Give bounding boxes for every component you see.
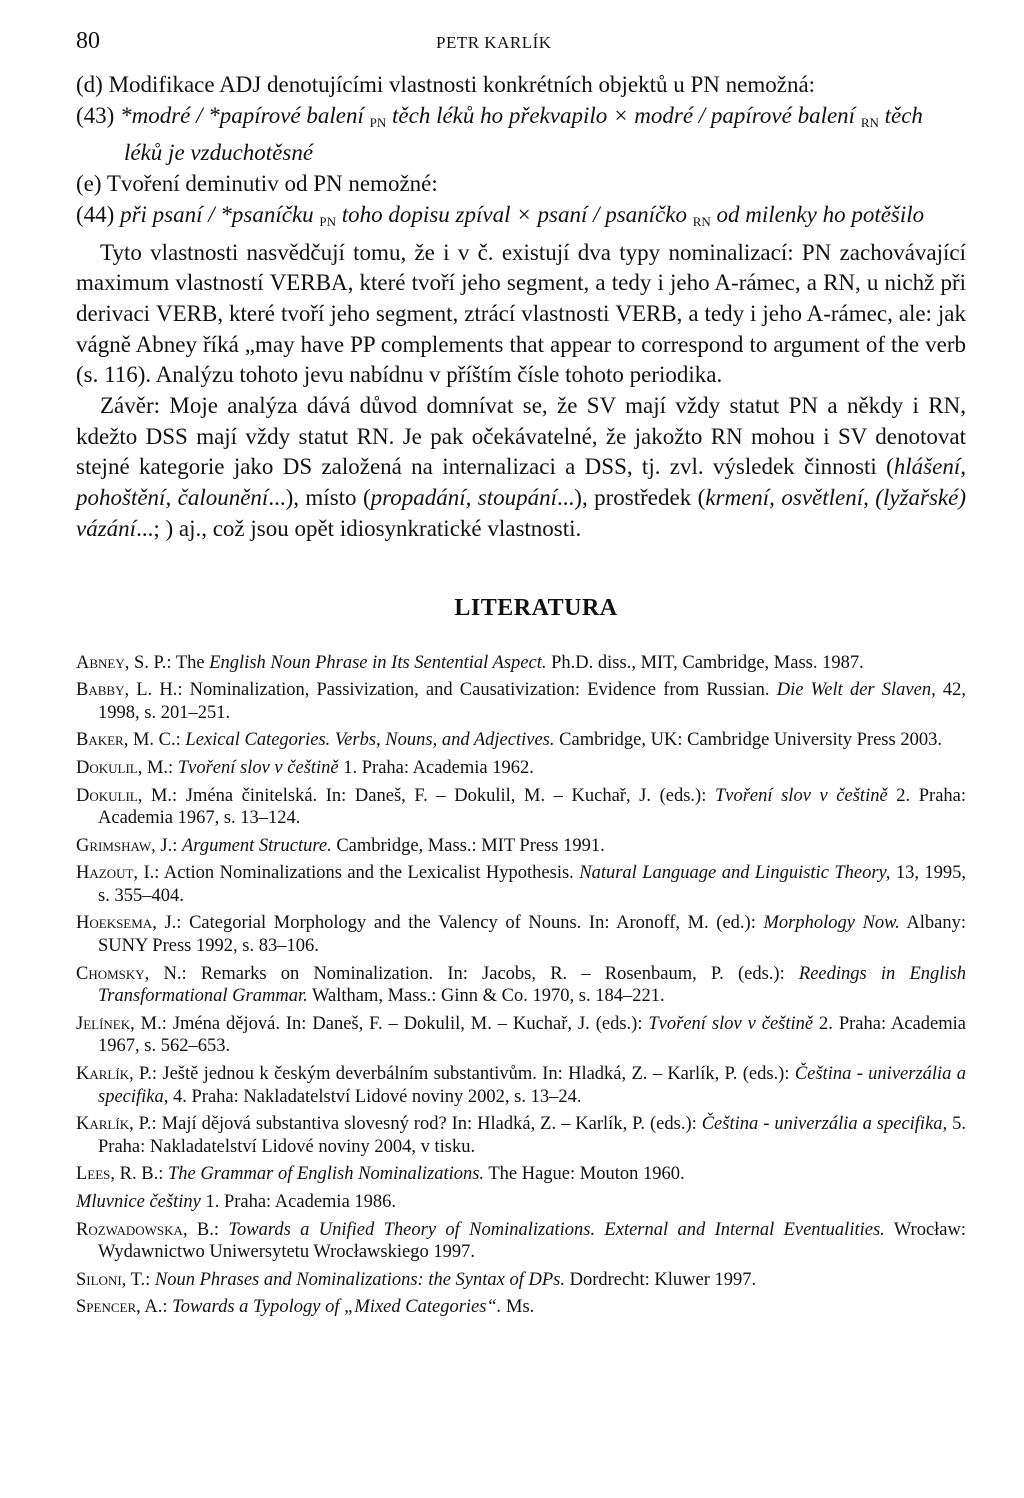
reference-text: Ms. bbox=[501, 1297, 535, 1318]
reference-text: Cambridge, Mass.: MIT Press 1991. bbox=[331, 835, 605, 856]
reference-text: 2. Praha: Academia 1967, s. 13–124. bbox=[98, 785, 967, 829]
example-text: *modré / *papírové balení bbox=[120, 102, 364, 128]
paragraph-text: ...), místo ( bbox=[268, 485, 371, 511]
example-text: toho dopisu zpíval × psaní / psaníčko bbox=[341, 201, 687, 227]
subscript: RN bbox=[860, 114, 879, 130]
reference-title: Towards a Unified Theory of Nominalizations. External and Internal Eventualities. bbox=[228, 1219, 885, 1240]
reference-author: Rozwadowska, B.: bbox=[76, 1219, 220, 1240]
reference-title: Čeština - univerzália a specifika, bbox=[98, 1064, 967, 1107]
paragraph-text: , které tvoří jeho segment, ztrácí vlastnosti bbox=[217, 300, 610, 326]
example-number: (43) bbox=[76, 102, 115, 128]
example-text: těch léků ho překvapilo × modré / papírové balení bbox=[392, 102, 856, 128]
reference-text: 13, 1995, s. 355–404. bbox=[98, 863, 967, 906]
reference-title: Morphology Now. bbox=[763, 913, 900, 934]
reference-title: Argument Structure. bbox=[182, 835, 332, 856]
example-text: těch léků je vzduchotěsné bbox=[124, 102, 923, 166]
reference-text: Jména činitelská. In: Daneš, F. – Dokulil, M. – Kuchař, J. (eds.): bbox=[185, 785, 715, 806]
reference-text: Waltham, Mass.: Ginn & Co. 1970, s. 184–221. bbox=[307, 986, 665, 1007]
reference-author: Abney, S. P.: bbox=[76, 652, 172, 673]
subscript: PN bbox=[319, 213, 337, 229]
reference-text: Cambridge, UK: Cambridge University Press 2003. bbox=[554, 730, 942, 751]
subscript: PN bbox=[369, 114, 387, 130]
reference-entry bbox=[76, 1219, 966, 1264]
reference-text: Ještě jednou k českým deverbálním substantivům. In: Hladká, Z. – Karlík, P. (eds.): bbox=[162, 1064, 795, 1085]
reference-author: Karlík, P.: bbox=[76, 1114, 157, 1135]
reference-author: Lees, R. B.: bbox=[76, 1164, 164, 1185]
paragraph-text: , které tvoří jeho segment, a tedy i jeho A-rámec, a RN, u nichž při derivaci bbox=[76, 270, 966, 326]
reference-text: Ph.D. diss., MIT, Cambridge, Mass. 1987. bbox=[546, 652, 864, 673]
reference-entry bbox=[76, 835, 966, 858]
example-44 bbox=[76, 200, 966, 238]
reference-text: 1. Praha: Academia 1986. bbox=[200, 1192, 397, 1213]
reference-author: Grimshaw, J.: bbox=[76, 835, 178, 856]
reference-text: 42, 1998, s. 201–251. bbox=[98, 680, 967, 723]
reference-entry bbox=[76, 785, 966, 830]
reference-author: Chomsky, N.: bbox=[76, 963, 187, 984]
reference-title: Čeština - univerzália a specifika, bbox=[701, 1114, 948, 1135]
reference-entry bbox=[76, 862, 966, 907]
reference-title: English Noun Phrase in Its Sentential Aspect. bbox=[209, 652, 547, 673]
reference-text: Wrocław: Wydawnictwo Uniwersytetu Wrocławskiego 1997. bbox=[98, 1219, 967, 1263]
running-head bbox=[76, 28, 966, 68]
reference-text: 2. Praha: Academia 1967, s. 562–653. bbox=[98, 1013, 966, 1057]
example-number: (44) bbox=[76, 201, 115, 227]
main-text bbox=[76, 70, 966, 545]
italic-examples: propadání, stoupání bbox=[370, 485, 558, 511]
reference-entry bbox=[76, 963, 966, 1008]
reference-title: Natural Language and Linguistic Theory, bbox=[579, 863, 891, 884]
reference-entry bbox=[76, 729, 966, 752]
reference-text: Albany: SUNY Press 1992, s. 83–106. bbox=[98, 913, 966, 957]
paragraph-text: ...; ) aj., což jsou opět idiosynkratické vlastnosti. bbox=[136, 515, 582, 541]
paragraph-text: Tyto vlastnosti nasvědčují tomu, že i v č. existují dva typy nominalizací: PN zachovávající maximum vlastností bbox=[76, 239, 966, 296]
paragraph-text: , a tedy i jeho A-rámec, ale: jak vágně Abney říká „may have PP complements that appear to correspond to argument of the verb (s. 116). Analýzu tohoto jevu nabídnu v příštím čísle tohoto periodika. bbox=[76, 300, 966, 388]
verb-term: VERB bbox=[615, 300, 677, 326]
reference-author: Baker, M. C.: bbox=[76, 730, 181, 751]
example-text: od milenky ho potěšilo bbox=[716, 201, 925, 227]
reference-entry bbox=[76, 1013, 966, 1058]
reference-title: Noun Phrases and Nominalizations: the Syntax of DPs. bbox=[154, 1269, 565, 1290]
subscript: RN bbox=[692, 213, 711, 229]
section-e-intro: (e) Tvoření deminutiv od PN nemožné: bbox=[76, 171, 438, 197]
reference-text: Categorial Morphology and the Valency of Nouns. In: Aronoff, M. (ed.): bbox=[189, 913, 764, 934]
reference-text: Jména dějová. In: Daneš, F. – Dokulil, M. – Kuchař, J. (eds.): bbox=[172, 1013, 649, 1034]
example-43 bbox=[76, 101, 966, 169]
reference-title: Mluvnice češtiny bbox=[76, 1192, 201, 1213]
example-text: při psaní / *psaníčku bbox=[120, 201, 314, 227]
reference-entry bbox=[76, 1191, 966, 1214]
reference-author: Jelínek, M.: bbox=[76, 1013, 167, 1034]
italic-examples: krmení, osvětlení, (lyžařské) vázání bbox=[76, 485, 966, 541]
reference-author: Dokulil, M.: bbox=[76, 785, 178, 806]
reference-title: Tvoření slov v češtině bbox=[648, 1013, 814, 1034]
reference-text: Remarks on Nominalization. In: Jacobs, R. – Rosenbaum, P. (eds.): bbox=[200, 963, 799, 984]
reference-entry bbox=[76, 1163, 966, 1186]
reference-author: Hazout, I.: bbox=[76, 863, 160, 884]
reference-author: Dokulil, M.: bbox=[76, 757, 174, 778]
reference-text: The Hague: Mouton 1960. bbox=[484, 1164, 685, 1185]
reference-author: Spencer, A.: bbox=[76, 1297, 168, 1318]
italic-examples: hlášení, pohoštění, čalounění bbox=[76, 454, 966, 511]
reference-author: Hoeksema, J.: bbox=[76, 913, 182, 934]
reference-title: The Grammar of English Nominalizations. bbox=[167, 1164, 485, 1185]
reference-title: Reedings in English Transformational Grammar. bbox=[98, 963, 967, 1007]
reference-text: Nominalization, Passivization, and Causativization: Evidence from Russian. bbox=[189, 680, 777, 701]
reference-title: Tvoření slov v češtině bbox=[177, 757, 339, 778]
verba-term: VERBA bbox=[269, 270, 348, 296]
reference-entry bbox=[76, 1113, 966, 1158]
reference-text: 5. Praha: Nakladatelství Lidové noviny 2004, v tisku. bbox=[98, 1114, 967, 1157]
reference-text: 4. Praha: Nakladatelství Lidové noviny 2002, s. 13–24. bbox=[168, 1086, 582, 1107]
reference-author: Karlík, P.: bbox=[76, 1064, 158, 1085]
reference-text: The bbox=[175, 652, 210, 673]
reference-entry bbox=[76, 912, 966, 957]
reference-entry bbox=[76, 1296, 966, 1319]
reference-text: 1. Praha: Academia 1962. bbox=[338, 757, 534, 778]
reference-entry bbox=[76, 757, 966, 780]
reference-text: Mají dějová substantiva slovesný rod? In: Hladká, Z. – Karlík, P. (eds.): bbox=[161, 1114, 702, 1135]
reference-entry bbox=[76, 1063, 966, 1108]
paragraph-text: Závěr: Moje analýza dává důvod domnívat se, že SV mají vždy statut PN a někdy i RN, kdežto DSS mají vždy statut RN. Je pak očekávatelné, že jakožto RN mohou i SV denotovat stejné kategorie jako DS založená na internalizaci a DSS, tj. zvl. výsledek činnosti ( bbox=[76, 393, 966, 480]
paragraph-conclusion bbox=[76, 391, 966, 545]
reference-entry bbox=[76, 679, 966, 724]
section-d-intro: (d) Modifikace ADJ denotujícími vlastnosti konkrétních objektů u PN nemožná: bbox=[76, 72, 816, 97]
reference-title: Lexical Categories. Verbs, Nouns, and Adjectives. bbox=[185, 730, 555, 751]
reference-text: Dordrecht: Kluwer 1997. bbox=[564, 1269, 757, 1290]
reference-author: Siloni, T.: bbox=[76, 1269, 151, 1290]
page-number: 80 bbox=[76, 28, 100, 54]
reference-entry bbox=[76, 1269, 966, 1292]
reference-title: Tvoření slov v češtině bbox=[714, 785, 888, 806]
reference-author: Babby, L. H.: bbox=[76, 680, 183, 701]
reference-text: Action Nominalizations and the Lexicalist Hypothesis. bbox=[163, 863, 580, 884]
paragraph-properties bbox=[76, 238, 966, 392]
paragraph-text: ...), prostředek ( bbox=[557, 485, 706, 511]
reference-title: Die Welt der Slaven, bbox=[776, 680, 936, 701]
literatura-heading: LITERATURA bbox=[454, 594, 618, 621]
reference-title: Towards a Typology of „Mixed Categories“. bbox=[172, 1297, 502, 1318]
reference-entry bbox=[76, 652, 966, 675]
running-title: PETR KARLÍK bbox=[436, 33, 552, 52]
reference-list bbox=[76, 652, 966, 1319]
verb-term: VERB bbox=[156, 300, 218, 326]
